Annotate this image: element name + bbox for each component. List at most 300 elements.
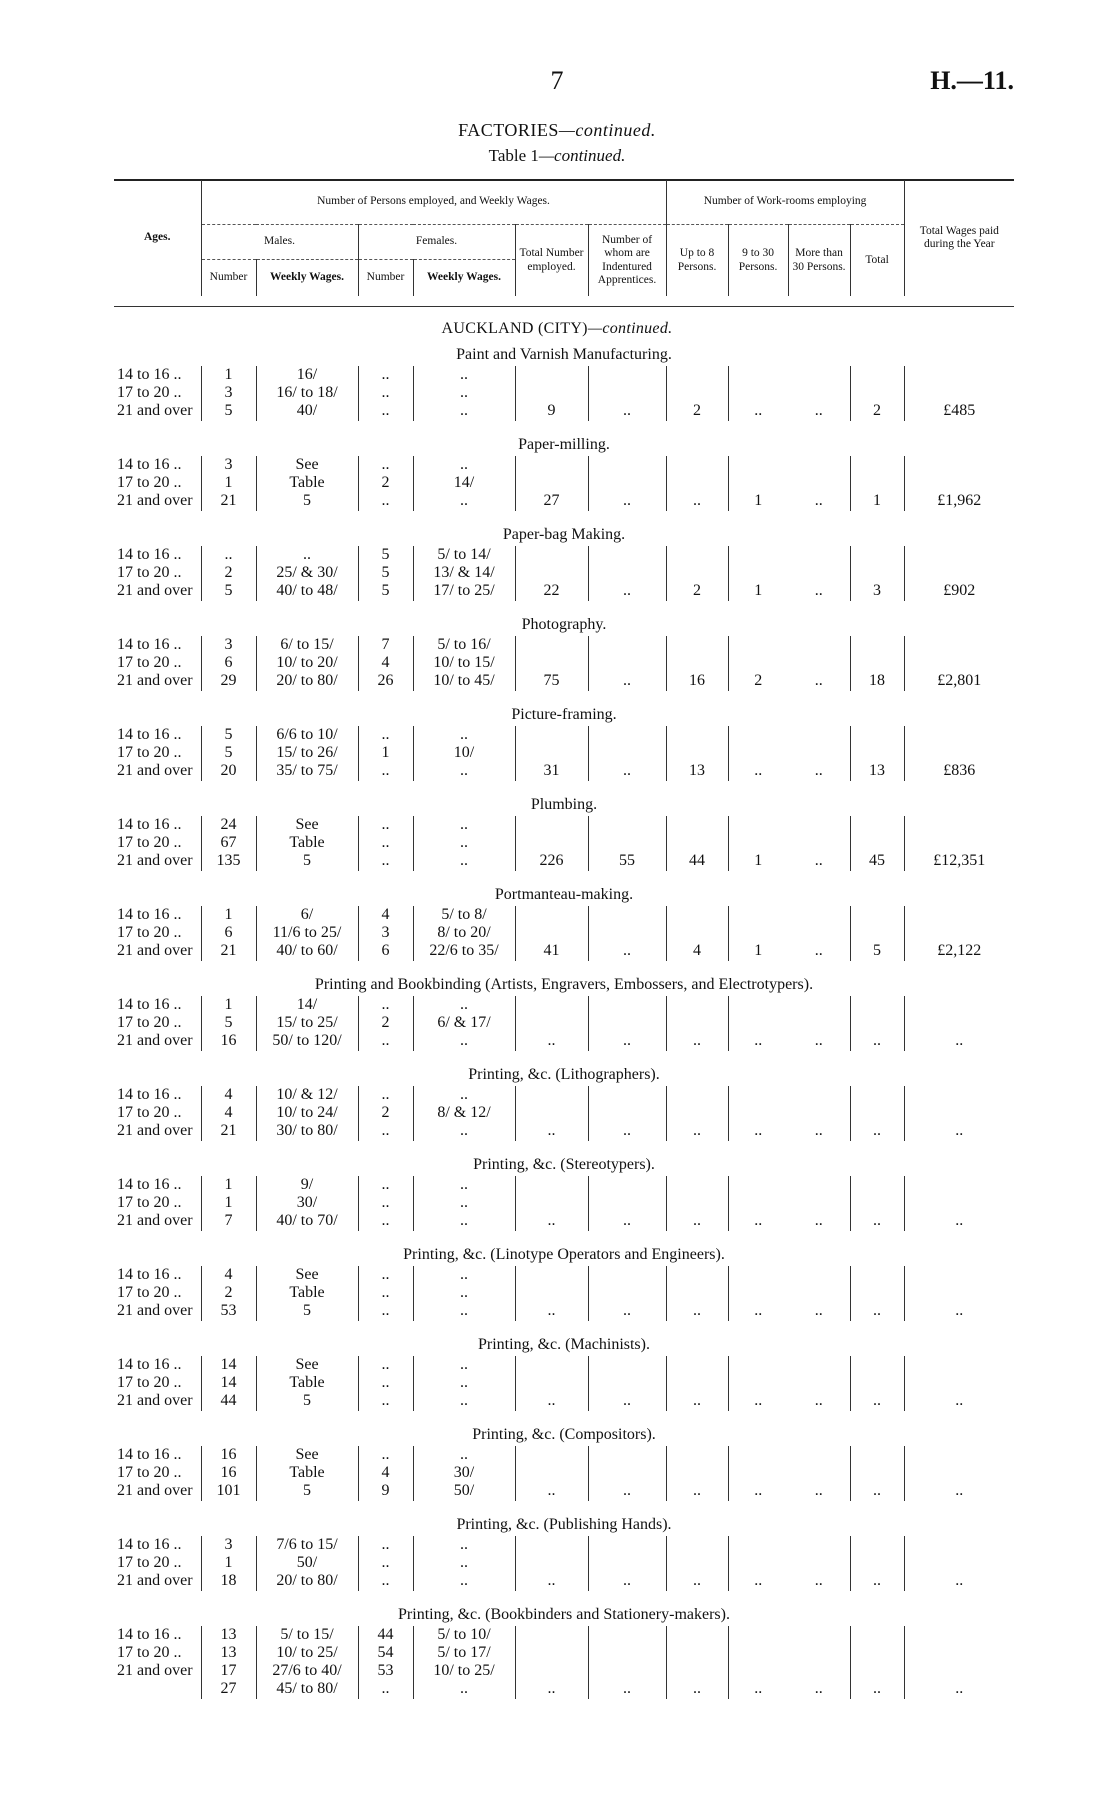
cell-indentured	[588, 906, 666, 924]
cell-male-wages: 5	[256, 852, 358, 871]
industry-section	[114, 434, 1014, 511]
document-code: H.—11.	[930, 66, 1014, 95]
table-row	[114, 1662, 1014, 1680]
cell-more-than-30: ..	[814, 582, 823, 599]
cell-total-wages: £2,801	[904, 672, 1014, 691]
cell-female-wages: ..	[413, 456, 515, 474]
industry-table	[114, 906, 1014, 961]
industry-title: Printing, &c. (Compositors).	[472, 1426, 656, 1443]
cell-female-number: ..	[358, 816, 413, 834]
cell-workrooms-total: ..	[850, 1680, 904, 1699]
cell-total-employed	[515, 1014, 588, 1032]
cell-male-wages: See	[256, 1446, 358, 1464]
table-row	[114, 726, 1014, 744]
cell-female-wages: ..	[413, 1194, 515, 1212]
table-row	[114, 1464, 1014, 1482]
cell-workrooms-total	[850, 366, 904, 384]
cell-nine-to-30: ..	[728, 1212, 788, 1231]
cell-total-employed: 75	[515, 672, 588, 691]
table-title-suffix: —continued.	[538, 146, 626, 165]
factory-table-body	[114, 344, 1014, 1712]
cell-age: 21 and over	[117, 492, 193, 509]
cell-up-to-8	[666, 1176, 728, 1194]
header-female-number: Number	[358, 260, 413, 297]
cell-total-wages	[904, 1374, 1014, 1392]
header-ages: Ages.	[143, 231, 171, 244]
cell-male-number: 3	[201, 636, 256, 654]
cell-female-wages: 10/	[413, 744, 515, 762]
cell-up-to-8	[666, 1644, 728, 1662]
cell-male-wages: 5	[256, 492, 358, 511]
cell-female-number: 3	[358, 924, 413, 942]
cell-total-employed	[515, 546, 588, 564]
cell-male-number: 2	[201, 1284, 256, 1302]
industry-title: Paint and Varnish Manufacturing.	[456, 346, 672, 363]
cell-workrooms-total	[850, 456, 904, 474]
industry-section	[114, 524, 1014, 601]
table-row	[114, 456, 1014, 474]
cell-more-than-30	[788, 834, 850, 852]
cell-nine-to-30: ..	[728, 1392, 788, 1411]
header-group-persons: Number of Persons employed, and Weekly Wages.	[201, 180, 666, 225]
cell-more-than-30	[788, 366, 850, 384]
cell-male-number: 24	[201, 816, 256, 834]
cell-male-number: 1	[201, 1554, 256, 1572]
cell-total-wages	[904, 906, 1014, 924]
cell-nine-to-30	[728, 1356, 788, 1374]
cell-more-than-30	[788, 1446, 850, 1464]
cell-workrooms-total	[850, 1536, 904, 1554]
cell-workrooms-total	[850, 924, 904, 942]
cell-male-wages: See	[256, 1266, 358, 1284]
cell-more-than-30	[788, 456, 850, 474]
cell-male-wages: 20/ to 80/	[256, 672, 358, 691]
cell-female-number: ..	[358, 456, 413, 474]
cell-total-employed: ..	[515, 1482, 588, 1501]
table-row	[114, 1572, 1014, 1591]
cell-female-wages: 5/ to 14/	[413, 546, 515, 564]
cell-up-to-8	[666, 546, 728, 564]
cell-nine-to-30	[728, 1374, 788, 1392]
table-row	[114, 492, 1014, 511]
cell-workrooms-total	[850, 834, 904, 852]
cell-more-than-30	[788, 1104, 850, 1122]
cell-up-to-8	[666, 636, 728, 654]
cell-up-to-8: ..	[666, 492, 728, 511]
table-title-label: Table 1	[488, 146, 539, 165]
industry-table	[114, 1626, 1014, 1699]
industry-title: Paper-bag Making.	[502, 526, 626, 543]
cell-female-number: ..	[358, 726, 413, 744]
cell-more-than-30	[788, 1554, 850, 1572]
cell-female-number: 44	[358, 1626, 413, 1644]
cell-indentured	[588, 1356, 666, 1374]
cell-more-than-30	[788, 1086, 850, 1104]
cell-nine-to-30	[728, 1104, 788, 1122]
cell-male-number: 135	[201, 852, 256, 871]
cell-nine-to-30	[728, 1194, 788, 1212]
cell-up-to-8	[666, 1626, 728, 1644]
cell-male-number: 14	[201, 1356, 256, 1374]
cell-up-to-8	[666, 906, 728, 924]
cell-total-wages: ..	[904, 1212, 1014, 1231]
cell-workrooms-total	[850, 1194, 904, 1212]
cell-total-employed: ..	[515, 1572, 588, 1591]
cell-up-to-8	[666, 1536, 728, 1554]
cell-up-to-8: ..	[666, 1212, 728, 1231]
cell-total-wages: £902	[904, 582, 1014, 601]
cell-total-employed	[515, 1644, 588, 1662]
cell-more-than-30	[788, 1194, 850, 1212]
cell-up-to-8: 4	[666, 942, 728, 961]
title-main-suffix: —continued.	[558, 120, 656, 140]
cell-total-employed	[515, 1536, 588, 1554]
industry-table	[114, 726, 1014, 781]
cell-more-than-30	[788, 1536, 850, 1554]
cell-workrooms-total	[850, 384, 904, 402]
cell-female-wages: 5/ to 8/	[413, 906, 515, 924]
cell-female-wages: ..	[413, 402, 515, 421]
cell-nine-to-30	[728, 816, 788, 834]
cell-nine-to-30: ..	[728, 1122, 788, 1141]
cell-more-than-30	[788, 1626, 850, 1644]
cell-age: 17 to 20 ..	[117, 1554, 182, 1571]
cell-indentured	[588, 1104, 666, 1122]
table-row	[114, 1482, 1014, 1501]
cell-age: 14 to 16 ..	[117, 366, 182, 383]
header-workrooms-total: Total	[850, 225, 904, 297]
header-more-than-30: More than 30 Persons.	[788, 225, 850, 297]
cell-indentured	[588, 1284, 666, 1302]
cell-female-wages: 13/ & 14/	[413, 564, 515, 582]
cell-indentured: 55	[588, 852, 666, 871]
cell-male-number: 7	[201, 1212, 256, 1231]
cell-female-number: ..	[358, 402, 413, 421]
cell-female-wages: ..	[413, 1680, 515, 1699]
cell-total-wages: £12,351	[904, 852, 1014, 871]
cell-total-wages	[904, 1014, 1014, 1032]
cell-nine-to-30	[728, 996, 788, 1014]
cell-age: 21 and over	[117, 762, 193, 779]
cell-nine-to-30	[728, 366, 788, 384]
table-row	[114, 402, 1014, 421]
cell-total-employed: ..	[515, 1302, 588, 1321]
cell-total-employed	[515, 474, 588, 492]
cell-total-wages	[904, 1356, 1014, 1374]
industry-title: Picture-framing.	[511, 706, 617, 723]
cell-more-than-30: ..	[814, 852, 823, 869]
cell-up-to-8: 16	[666, 672, 728, 691]
cell-total-wages	[904, 1194, 1014, 1212]
cell-female-wages: ..	[413, 1302, 515, 1321]
cell-indentured	[588, 1536, 666, 1554]
cell-workrooms-total: 13	[850, 762, 904, 781]
industry-table	[114, 996, 1014, 1051]
cell-more-than-30: ..	[814, 1572, 823, 1589]
table-row	[114, 1212, 1014, 1231]
cell-more-than-30: ..	[814, 1392, 823, 1409]
cell-age: 17 to 20 ..	[117, 924, 182, 941]
cell-female-wages: ..	[413, 1176, 515, 1194]
cell-male-wages: 11/6 to 25/	[256, 924, 358, 942]
cell-workrooms-total	[850, 906, 904, 924]
cell-male-number: 18	[201, 1572, 256, 1591]
cell-age: 21 and over	[117, 582, 193, 599]
cell-female-number: ..	[358, 1536, 413, 1554]
cell-up-to-8	[666, 1356, 728, 1374]
cell-indentured	[588, 1086, 666, 1104]
cell-male-wages: 16/	[256, 366, 358, 384]
cell-male-number: ..	[201, 546, 256, 564]
cell-workrooms-total	[850, 744, 904, 762]
cell-male-number: 53	[201, 1302, 256, 1321]
table-title	[0, 146, 1114, 166]
cell-up-to-8: ..	[666, 1302, 728, 1321]
cell-up-to-8	[666, 996, 728, 1014]
cell-indentured: ..	[588, 582, 666, 601]
cell-total-employed	[515, 1554, 588, 1572]
cell-age: 17 to 20 ..	[117, 384, 182, 401]
cell-female-number: ..	[358, 762, 413, 781]
table-row	[114, 942, 1014, 961]
cell-more-than-30: ..	[814, 1122, 823, 1139]
cell-total-employed	[515, 1374, 588, 1392]
cell-male-wages: 50/	[256, 1554, 358, 1572]
cell-male-wages: 5/ to 15/	[256, 1626, 358, 1644]
cell-female-number: ..	[358, 1212, 413, 1231]
cell-age: 14 to 16 ..	[117, 1086, 182, 1103]
cell-total-employed	[515, 906, 588, 924]
cell-up-to-8: 2	[666, 402, 728, 421]
cell-female-wages: 8/ to 20/	[413, 924, 515, 942]
cell-male-number: 21	[201, 942, 256, 961]
cell-male-wages: Table	[256, 834, 358, 852]
cell-more-than-30	[788, 1266, 850, 1284]
cell-male-number: 29	[201, 672, 256, 691]
cell-total-employed: 22	[515, 582, 588, 601]
table-row	[114, 474, 1014, 492]
cell-male-wages: See	[256, 816, 358, 834]
cell-total-employed	[515, 1266, 588, 1284]
cell-male-wages: See	[256, 1356, 358, 1374]
cell-male-wages: 40/ to 48/	[256, 582, 358, 601]
cell-total-employed	[515, 1356, 588, 1374]
cell-up-to-8: ..	[666, 1680, 728, 1699]
cell-indentured: ..	[588, 1212, 666, 1231]
cell-male-number: 13	[201, 1626, 256, 1644]
industry-title: Portmanteau-making.	[494, 886, 634, 903]
cell-male-wages: 5	[256, 1482, 358, 1501]
cell-nine-to-30: 1	[728, 852, 788, 871]
table-row	[114, 1302, 1014, 1321]
cell-indentured	[588, 1626, 666, 1644]
cell-male-wages: See	[256, 456, 358, 474]
cell-indentured	[588, 474, 666, 492]
cell-up-to-8: ..	[666, 1482, 728, 1501]
cell-indentured	[588, 654, 666, 672]
cell-age: 14 to 16 ..	[117, 1176, 182, 1193]
cell-indentured	[588, 834, 666, 852]
cell-age: 14 to 16 ..	[117, 1446, 182, 1463]
cell-age: 17 to 20 ..	[117, 1464, 182, 1481]
cell-female-number: 2	[358, 1014, 413, 1032]
cell-workrooms-total	[850, 1374, 904, 1392]
cell-female-wages: ..	[413, 996, 515, 1014]
cell-female-number: ..	[358, 1356, 413, 1374]
cell-male-number: 1	[201, 366, 256, 384]
industry-table	[114, 366, 1014, 421]
cell-up-to-8	[666, 564, 728, 582]
title-main: FACTORIES	[458, 120, 559, 140]
cell-female-number: ..	[358, 1302, 413, 1321]
cell-female-wages: 50/	[413, 1482, 515, 1501]
cell-workrooms-total	[850, 1176, 904, 1194]
cell-total-wages	[904, 1104, 1014, 1122]
cell-more-than-30	[788, 384, 850, 402]
table-row	[114, 1284, 1014, 1302]
industry-title: Printing, &c. (Bookbinders and Stationery-makers).	[398, 1606, 730, 1623]
cell-total-employed	[515, 1626, 588, 1644]
cell-up-to-8	[666, 384, 728, 402]
cell-age: 14 to 16 ..	[117, 996, 182, 1013]
table-row	[114, 672, 1014, 691]
header-female-wages: Weekly Wages.	[413, 260, 515, 297]
header-total-wages: Total Wages paid during the Year	[904, 180, 1014, 296]
industry-title: Plumbing.	[530, 796, 598, 813]
cell-total-employed: 27	[515, 492, 588, 511]
cell-age: 21 and over	[117, 852, 193, 869]
cell-male-number: 3	[201, 456, 256, 474]
cell-more-than-30	[788, 1284, 850, 1302]
cell-male-wages: 30/ to 80/	[256, 1122, 358, 1141]
cell-male-wages: 10/ & 12/	[256, 1086, 358, 1104]
cell-female-number: 4	[358, 906, 413, 924]
cell-more-than-30	[788, 654, 850, 672]
cell-female-number: ..	[358, 492, 413, 511]
cell-total-employed: ..	[515, 1032, 588, 1051]
cell-female-number: 7	[358, 636, 413, 654]
cell-female-number: ..	[358, 996, 413, 1014]
cell-male-wages: 15/ to 25/	[256, 1014, 358, 1032]
cell-age: 21 and over	[117, 1212, 193, 1229]
cell-female-wages: ..	[413, 1266, 515, 1284]
industry-table	[114, 1536, 1014, 1591]
cell-workrooms-total	[850, 1662, 904, 1680]
cell-female-number: ..	[358, 1680, 413, 1699]
cell-workrooms-total: 45	[850, 852, 904, 871]
table-row	[114, 1374, 1014, 1392]
table-row	[114, 1086, 1014, 1104]
cell-female-wages: ..	[413, 1572, 515, 1591]
cell-total-employed	[515, 366, 588, 384]
cell-more-than-30	[788, 744, 850, 762]
cell-up-to-8	[666, 744, 728, 762]
cell-total-wages: ..	[904, 1032, 1014, 1051]
cell-female-number: 53	[358, 1662, 413, 1680]
cell-more-than-30: ..	[814, 1482, 823, 1499]
cell-female-wages: ..	[413, 816, 515, 834]
industry-table	[114, 1266, 1014, 1321]
header-male-number: Number	[201, 260, 256, 297]
cell-nine-to-30: ..	[728, 1572, 788, 1591]
industry-title: Printing, &c. (Stereotypers).	[473, 1156, 655, 1173]
cell-nine-to-30	[728, 1626, 788, 1644]
cell-age: 17 to 20 ..	[117, 1194, 182, 1211]
table-row	[114, 1554, 1014, 1572]
cell-indentured: ..	[588, 1122, 666, 1141]
city-name: AUCKLAND (CITY)	[441, 320, 588, 337]
cell-up-to-8	[666, 1194, 728, 1212]
cell-total-wages: £485	[904, 402, 1014, 421]
cell-up-to-8	[666, 366, 728, 384]
cell-nine-to-30	[728, 474, 788, 492]
cell-indentured: ..	[588, 1392, 666, 1411]
cell-nine-to-30	[728, 924, 788, 942]
cell-total-wages: £1,962	[904, 492, 1014, 511]
cell-female-wages: 30/	[413, 1464, 515, 1482]
cell-up-to-8	[666, 1464, 728, 1482]
cell-total-employed	[515, 654, 588, 672]
cell-up-to-8	[666, 1014, 728, 1032]
cell-female-wages: 10/ to 45/	[413, 672, 515, 691]
table-row	[114, 924, 1014, 942]
cell-total-wages	[904, 1464, 1014, 1482]
cell-total-employed: 31	[515, 762, 588, 781]
cell-more-than-30	[788, 1356, 850, 1374]
cell-age: 17 to 20 ..	[117, 744, 182, 761]
cell-nine-to-30: ..	[728, 762, 788, 781]
cell-female-wages: ..	[413, 1446, 515, 1464]
cell-total-wages	[904, 384, 1014, 402]
table-row	[114, 744, 1014, 762]
industry-section	[114, 794, 1014, 871]
cell-nine-to-30: 1	[728, 942, 788, 961]
cell-age: 14 to 16 ..	[117, 1626, 182, 1643]
cell-indentured	[588, 546, 666, 564]
cell-age: 21 and over	[117, 672, 193, 689]
cell-more-than-30: ..	[814, 1212, 823, 1229]
cell-total-wages	[904, 1446, 1014, 1464]
cell-male-number: 5	[201, 726, 256, 744]
cell-more-than-30	[788, 816, 850, 834]
cell-indentured	[588, 636, 666, 654]
cell-more-than-30	[788, 1014, 850, 1032]
cell-nine-to-30	[728, 564, 788, 582]
cell-male-wages: 14/	[256, 996, 358, 1014]
industry-table	[114, 546, 1014, 601]
cell-male-number: 4	[201, 1086, 256, 1104]
header-9-to-30: 9 to 30 Persons.	[728, 225, 788, 297]
cell-total-employed	[515, 816, 588, 834]
cell-workrooms-total	[850, 1266, 904, 1284]
cell-total-wages	[904, 1284, 1014, 1302]
cell-male-wages: 10/ to 25/	[256, 1644, 358, 1662]
cell-up-to-8	[666, 1284, 728, 1302]
page-title	[0, 120, 1114, 141]
cell-female-number: ..	[358, 1392, 413, 1411]
cell-total-wages: ..	[904, 1392, 1014, 1411]
cell-indentured: ..	[588, 1572, 666, 1591]
cell-indentured	[588, 744, 666, 762]
cell-male-number: 5	[201, 582, 256, 601]
column-header	[114, 180, 1014, 296]
cell-female-number: ..	[358, 366, 413, 384]
industry-section	[114, 1244, 1014, 1321]
cell-workrooms-total	[850, 816, 904, 834]
table-row	[114, 1122, 1014, 1141]
cell-age: 21 and over	[117, 1032, 193, 1049]
cell-workrooms-total	[850, 1644, 904, 1662]
